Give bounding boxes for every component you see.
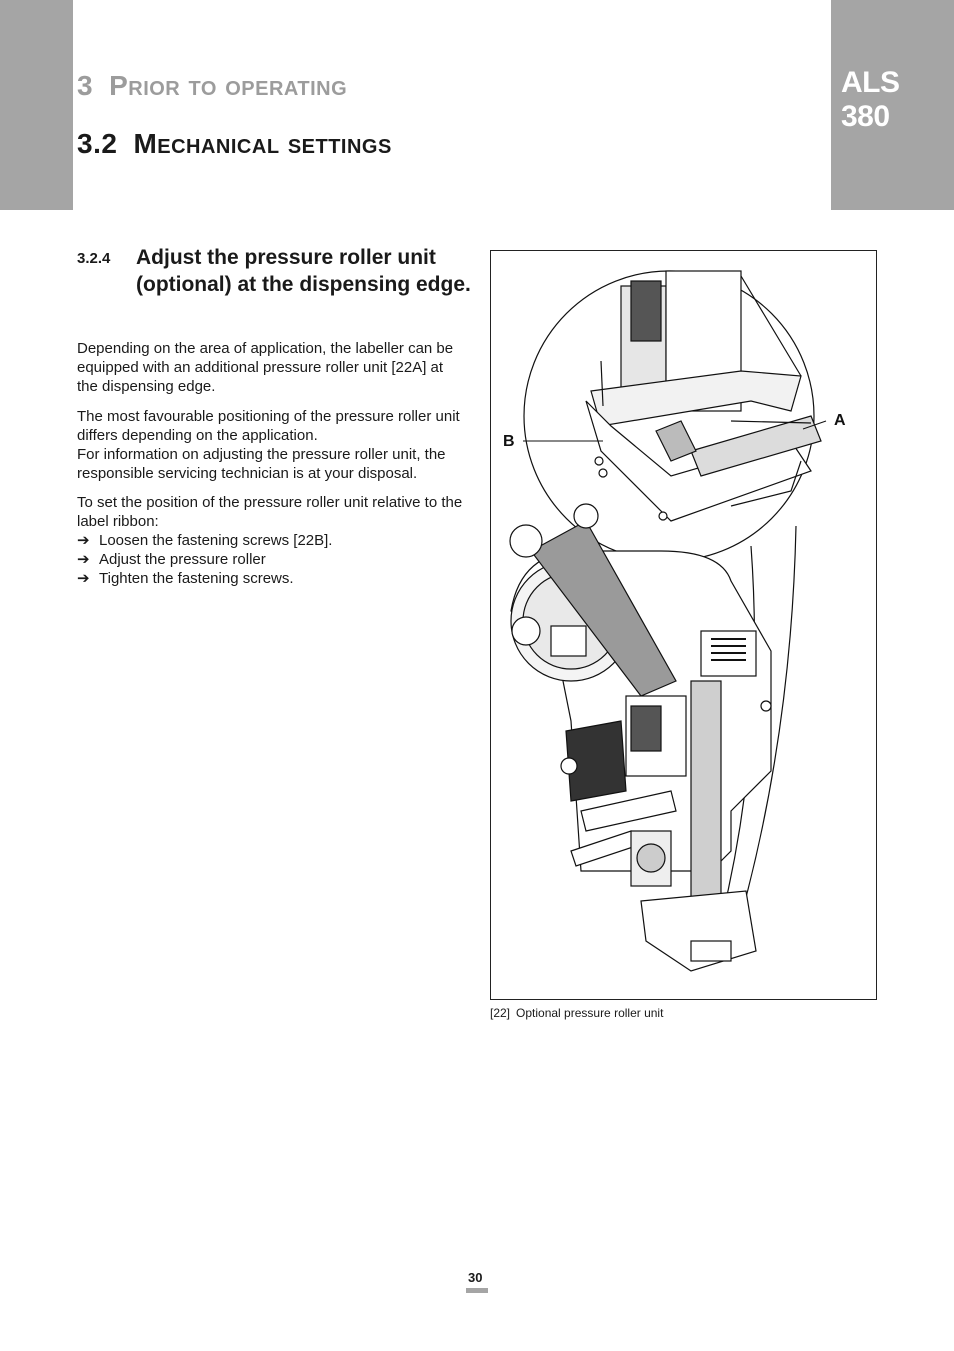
caption-reference: [22] <box>490 1006 511 1020</box>
arrow-icon: ➔ <box>77 532 90 549</box>
product-name <box>841 66 900 134</box>
page-number: 30 <box>468 1270 483 1285</box>
figure-pressure-roller <box>490 250 877 1000</box>
section-number: 3.2 <box>77 128 118 159</box>
subsection-number: 3.2.4 <box>77 250 111 267</box>
paragraph-3-text: To set the position of the pressure roller unit relative to the label ribbon: <box>77 494 463 530</box>
chapter-title: Prior to operating <box>109 70 348 101</box>
arrow-icon: ➔ <box>77 551 90 568</box>
paragraph-2a: The most favourable positioning of the pressure roller unit differs depending on the application. <box>77 408 460 444</box>
label-b: B <box>503 433 515 450</box>
step-item <box>77 569 467 588</box>
step-item <box>77 531 467 550</box>
chapter-number: 3 <box>77 70 94 101</box>
step-item <box>77 550 467 569</box>
subsection-title: Adjust the pressure roller unit (optional) at the dispensing edge. <box>136 246 471 296</box>
step-text: Adjust the pressure roller <box>99 551 266 568</box>
paragraph-3 <box>77 493 467 588</box>
paragraph-1: Depending on the area of application, the labeller can be equipped with an additional pressure roller unit [22A] at the dispensing edge. <box>77 340 454 395</box>
section-title: Mechanical settings <box>133 128 392 159</box>
label-a: A <box>834 412 846 429</box>
chapter-heading <box>77 70 347 102</box>
paragraph-2b: For information on adjusting the pressure roller unit, the responsible servicing technician is at your disposal. <box>77 446 446 482</box>
arrow-icon: ➔ <box>77 570 90 587</box>
page-number-bar <box>466 1288 488 1293</box>
product-line-1: ALS <box>841 66 900 99</box>
step-text: Tighten the fastening screws. <box>99 570 294 587</box>
labeller-illustration <box>491 251 876 999</box>
paragraph-2 <box>77 407 467 483</box>
caption-text: Optional pressure roller unit <box>516 1006 664 1020</box>
product-line-2: 380 <box>841 100 890 133</box>
section-heading <box>77 128 392 160</box>
figure-caption <box>490 1006 663 1020</box>
header-band-left <box>0 0 73 210</box>
step-text: Loosen the fastening screws [22B]. <box>99 532 333 549</box>
